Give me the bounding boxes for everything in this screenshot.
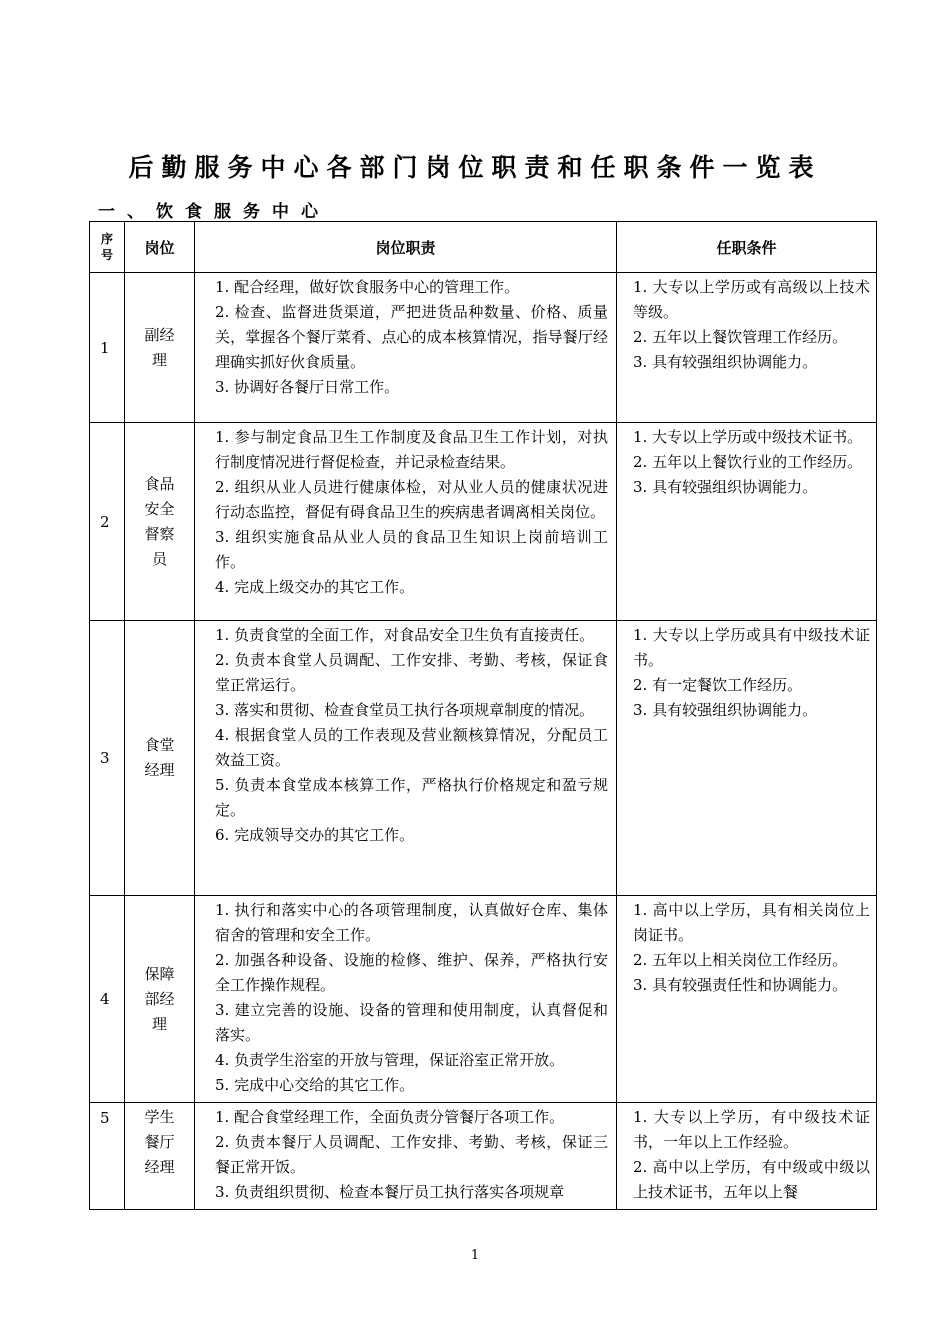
header-duties: 岗位职责	[195, 222, 617, 273]
row-requirements	[617, 896, 877, 1103]
duty-item: 2. 组织从业人员进行健康体检，对从业人员的健康状况进行动态监控，督促有碍食品卫生的疾病患者调离相关岗位。	[215, 478, 608, 521]
requirement-item: 2. 有一定餐饮工作经历。	[633, 676, 803, 694]
row-requirements	[617, 621, 877, 896]
row-requirements	[617, 1103, 877, 1210]
row-position: 食堂经理	[125, 621, 195, 896]
duty-item: 6. 完成领导交办的其它工作。	[215, 826, 415, 844]
row-duties	[195, 423, 617, 621]
row-duties	[195, 896, 617, 1103]
row-duties	[195, 273, 617, 423]
row-number: 2	[90, 423, 125, 621]
duty-item: 3. 负责组织贯彻、检查本餐厅员工执行落实各项规章	[215, 1183, 565, 1201]
duty-item: 3. 协调好各餐厅日常工作。	[215, 378, 400, 396]
duties-table	[89, 221, 877, 1210]
duty-item: 3. 组织实施食品从业人员的食品卫生知识上岗前培训工作。	[215, 528, 608, 571]
table-row	[90, 273, 877, 423]
requirement-item: 2. 五年以上相关岗位工作经历。	[633, 951, 848, 969]
row-number: 5	[90, 1103, 125, 1210]
section-heading: 一、饮食服务中心	[98, 202, 330, 222]
requirement-item: 2. 高中以上学历，有中级或中级以上技术证书，五年以上餐	[633, 1158, 870, 1201]
row-number: 1	[90, 273, 125, 423]
page-number: 1	[470, 1248, 480, 1263]
duty-item: 5. 负责本食堂成本核算工作，严格执行价格规定和盈亏规定。	[215, 776, 608, 819]
table-row	[90, 423, 877, 621]
row-requirements	[617, 273, 877, 423]
duty-item: 5. 完成中心交给的其它工作。	[215, 1076, 415, 1094]
duty-item: 4. 负责学生浴室的开放与管理，保证浴室正常开放。	[215, 1051, 565, 1069]
requirement-item: 1. 大专以上学历或具有中级技术证书。	[633, 626, 870, 669]
duty-item: 1. 配合经理，做好饮食服务中心的管理工作。	[215, 278, 520, 296]
row-number: 4	[90, 896, 125, 1103]
requirement-item: 2. 五年以上餐饮行业的工作经历。	[633, 453, 863, 471]
duty-item: 1. 参与制定食品卫生工作制度及食品卫生工作计划，对执行制度情况进行督促检查，并记录检查结果。	[215, 428, 608, 471]
duty-item: 2. 负责本餐厅人员调配、工作安排、考勤、考核，保证三餐正常开饭。	[215, 1133, 608, 1176]
document-title: 后勤服务中心各部门岗位职责和任职条件一览表	[128, 153, 822, 182]
row-position: 学生餐厅经理	[125, 1103, 195, 1210]
row-number: 3	[90, 621, 125, 896]
row-requirements	[617, 423, 877, 621]
table-row	[90, 896, 877, 1103]
duty-item: 2. 检查、监督进货渠道，严把进货品种数量、价格、质量关，掌握各个餐厅菜肴、点心的成本核算情况，指导餐厅经理确实抓好伙食质量。	[215, 303, 608, 371]
table-header-row	[90, 222, 877, 273]
requirement-item: 1. 大专以上学历或有高级以上技术等级。	[633, 278, 870, 321]
header-requirements: 任职条件	[617, 222, 877, 273]
requirement-item: 3. 具有较强组织协调能力。	[633, 478, 818, 496]
duty-item: 1. 配合食堂经理工作，全面负责分管餐厅各项工作。	[215, 1108, 565, 1126]
row-duties	[195, 1103, 617, 1210]
requirement-item: 1. 大专以上学历，有中级技术证书，一年以上工作经验。	[633, 1108, 870, 1151]
duty-item: 4. 根据食堂人员的工作表现及营业额核算情况，分配员工效益工资。	[215, 726, 608, 769]
duty-item: 4. 完成上级交办的其它工作。	[215, 578, 415, 596]
duty-item: 3. 落实和贯彻、检查食堂员工执行各项规章制度的情况。	[215, 701, 595, 719]
row-position: 副经理	[125, 273, 195, 423]
header-position: 岗位	[125, 222, 195, 273]
requirement-item: 1. 大专以上学历或中级技术证书。	[633, 428, 863, 446]
duty-item: 3. 建立完善的设施、设备的管理和使用制度，认真督促和落实。	[215, 1001, 608, 1044]
row-position: 保障部经理	[125, 896, 195, 1103]
duty-item: 1. 执行和落实中心的各项管理制度，认真做好仓库、集体宿舍的管理和安全工作。	[215, 901, 608, 944]
requirement-item: 3. 具有较强责任性和协调能力。	[633, 976, 848, 994]
duty-item: 1. 负责食堂的全面工作，对食品安全卫生负有直接责任。	[215, 626, 595, 644]
row-position: 食品安全督察员	[125, 423, 195, 621]
duty-item: 2. 加强各种设备、设施的检修、维护、保养，严格执行安全工作操作规程。	[215, 951, 608, 994]
row-duties	[195, 621, 617, 896]
duty-item: 2. 负责本食堂人员调配、工作安排、考勤、考核，保证食堂正常运行。	[215, 651, 608, 694]
table-row	[90, 1103, 877, 1210]
requirement-item: 3. 具有较强组织协调能力。	[633, 353, 818, 371]
requirement-item: 1. 高中以上学历，具有相关岗位上岗证书。	[633, 901, 870, 944]
requirement-item: 3. 具有较强组织协调能力。	[633, 701, 818, 719]
header-no: 序 号	[90, 222, 125, 273]
requirement-item: 2. 五年以上餐饮管理工作经历。	[633, 328, 848, 346]
table-row	[90, 621, 877, 896]
